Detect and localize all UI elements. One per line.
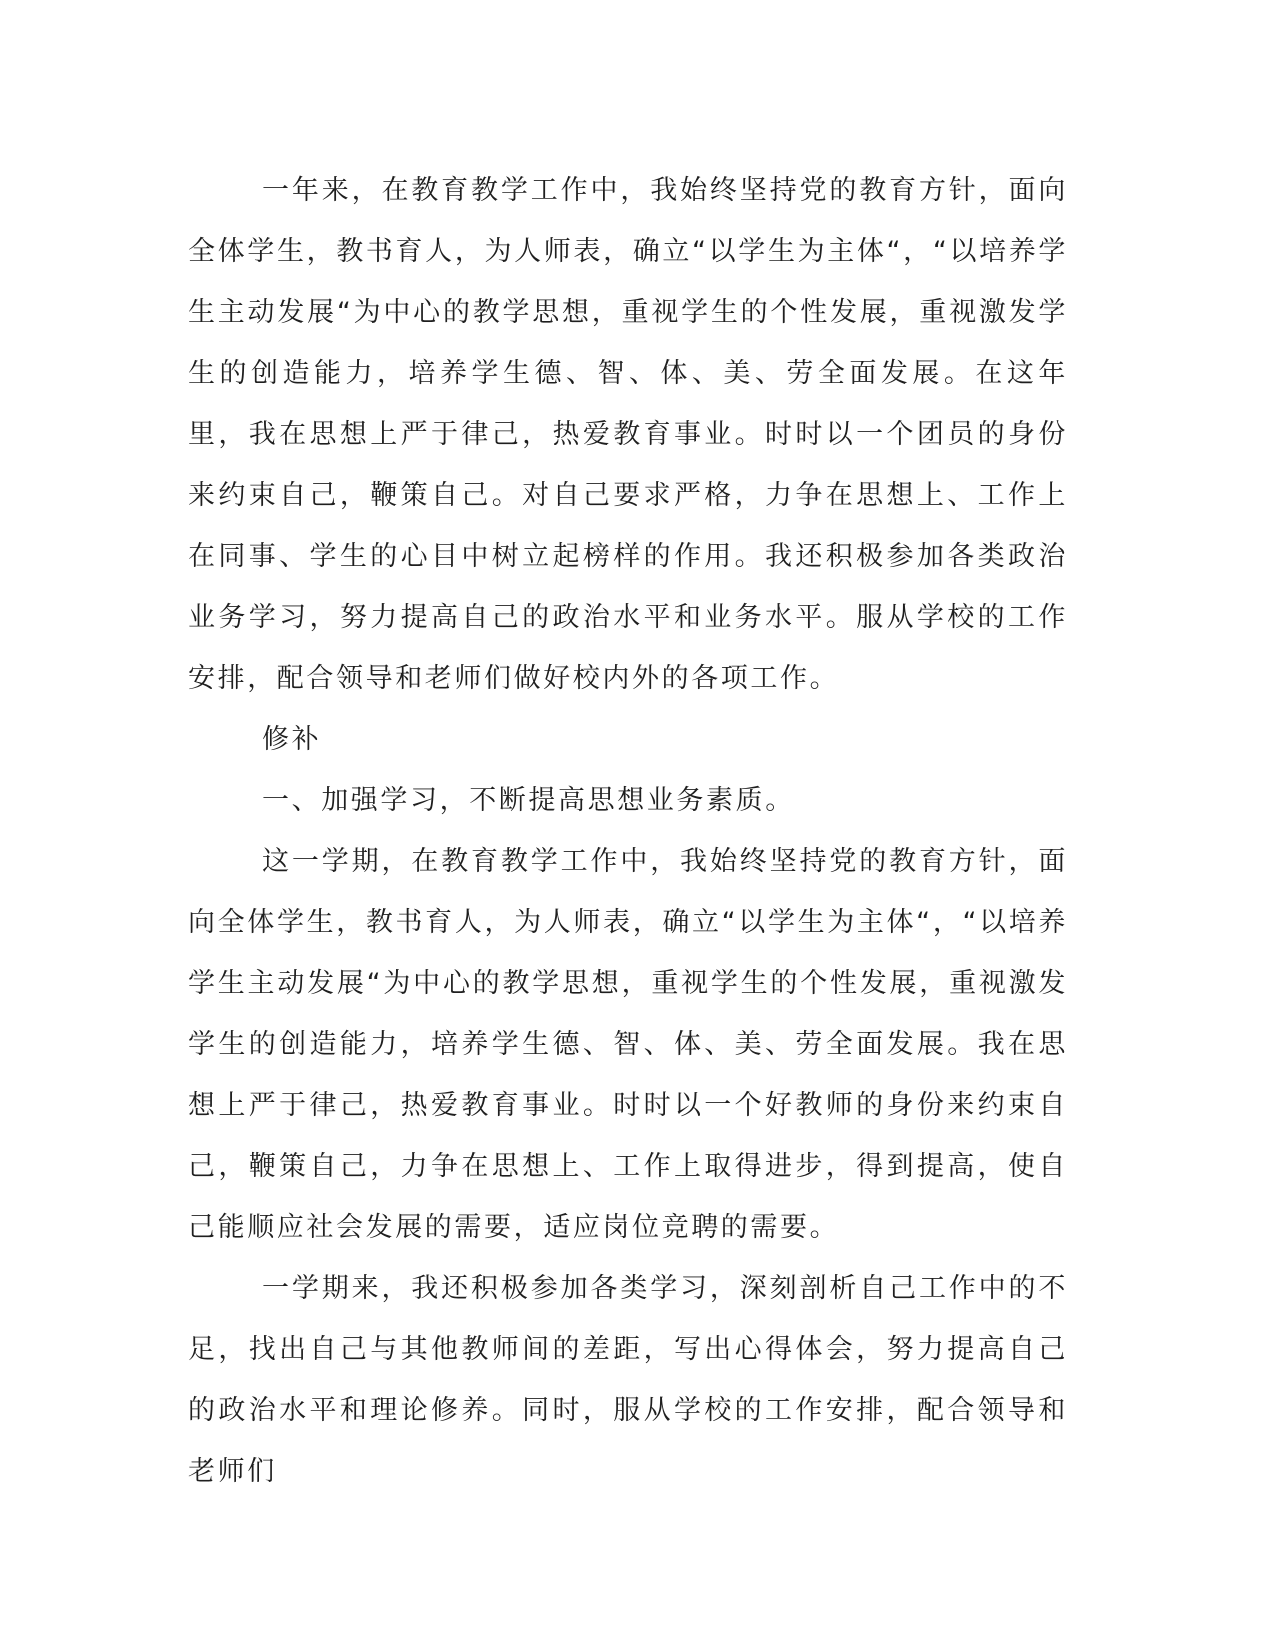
paragraph-study: 一学期来，我还积极参加各类学习，深刻剖析自己工作中的不足，找出自己与其他教师间的差距，写出心得体会，努力提高自己的政治水平和理论修养。同时，服从学校的工作安排，配合领导和老师们 bbox=[188, 1273, 1068, 1487]
section-heading-1: 一、加强学习，不断提高思想业务素质。 bbox=[262, 785, 795, 816]
document-body bbox=[188, 160, 1068, 1502]
paragraph-intro: 一年来，在教育教学工作中，我始终坚持党的教育方针，面向全体学生，教书育人，为人师表，确立“以学生为主体“，“以培养学生主动发展“为中心的教学思想，重视学生的个性发展，重视激发学生的创造能力，培养学生德、智、体、美、劳全面发展。在这年里，我在思想上严于律己，热爱教育事业。时时以一个团员的身份来约束自己，鞭策自己。对自己要求严格，力争在思想上、工作上在同事、学生的心目中树立起榜样的作用。我还积极参加各类政治业务学习，努力提高自己的政治水平和业务水平。服从学校的工作安排，配合领导和老师们做好校内外的各项工作。 bbox=[188, 175, 1068, 694]
paragraph-semester: 这一学期，在教育教学工作中，我始终坚持党的教育方针，面向全体学生，教书育人，为人师表，确立“以学生为主体“，“以培养学生主动发展“为中心的教学思想，重视学生的个性发展，重视激发学生的创造能力，培养学生德、智、体、美、劳全面发展。我在思想上严于律己，热爱教育事业。时时以一个好教师的身份来约束自己，鞭策自己，力争在思想上、工作上取得进步，得到提高，使自己能顺应社会发展的需要，适应岗位竞聘的需要。 bbox=[188, 846, 1068, 1243]
heading-revision: 修补 bbox=[262, 724, 322, 755]
